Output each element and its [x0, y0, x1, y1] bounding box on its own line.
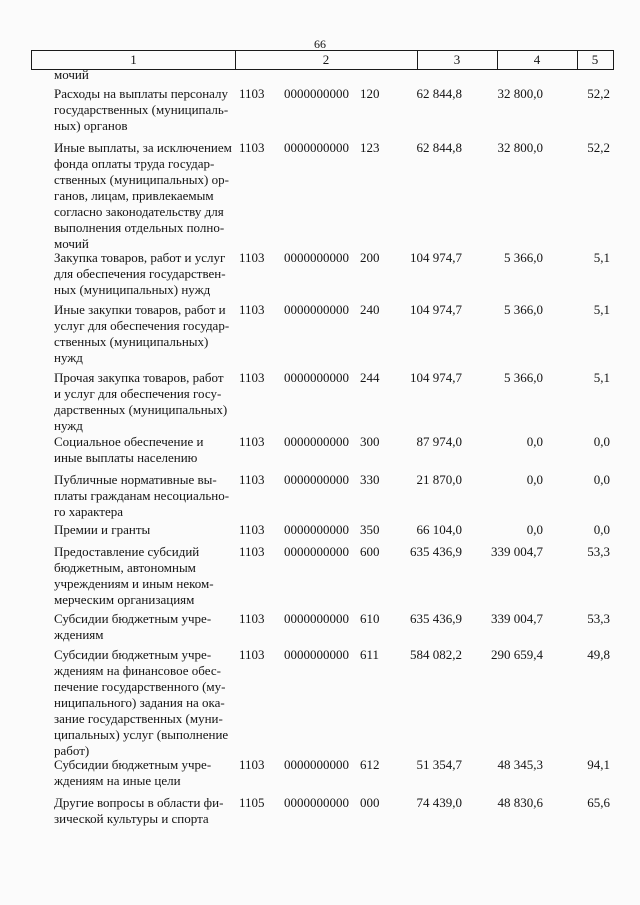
row-name	[54, 86, 234, 134]
value-col-4: 290 659,4	[491, 647, 543, 662]
row-name-line: дарственных (муниципальных)	[54, 402, 228, 417]
row-name-line: Субсидии бюджетным учре-	[54, 611, 212, 626]
section-code: 1103	[239, 757, 265, 772]
value-col-3: 104 974,7	[410, 250, 462, 265]
row-name	[54, 795, 234, 827]
value-col-3: 104 974,7	[410, 302, 462, 317]
target-article-code: 0000000000	[284, 302, 349, 317]
value-col-5: 52,2	[587, 86, 610, 101]
value-col-4: 32 800,0	[497, 140, 543, 155]
target-article-code: 0000000000	[284, 140, 349, 155]
value-col-5: 5,1	[593, 370, 610, 385]
value-col-4: 339 004,7	[491, 611, 543, 626]
row-name-line: зической культуры и спорта	[54, 811, 209, 826]
row-name-line: согласно законодательству для	[54, 204, 224, 219]
expense-type-code: 600	[360, 544, 380, 559]
value-col-3: 584 082,2	[410, 647, 462, 662]
row-name-line: государственных (муниципаль-	[54, 102, 229, 117]
value-col-4: 0,0	[526, 434, 543, 449]
row-name-line: ниципального) задания на ока-	[54, 695, 225, 710]
page-number: 66	[314, 37, 326, 51]
row-name-line: печение государственного (му-	[54, 679, 226, 694]
section-code: 1103	[239, 86, 265, 101]
section-code: 1103	[239, 544, 265, 559]
row-name-line: ных (муниципальных) нужд	[54, 282, 211, 297]
value-col-3: 635 436,9	[410, 611, 462, 626]
row-name-line: ждениям	[54, 627, 104, 642]
row-name-line: ждениям на иные цели	[54, 773, 181, 788]
target-article-code: 0000000000	[284, 370, 349, 385]
row-name-line: Премии и гранты	[54, 522, 151, 537]
target-article-code: 0000000000	[284, 611, 349, 626]
row-name	[54, 370, 234, 434]
row-name-line: ждениям на финансовое обес-	[54, 663, 221, 678]
table-header	[31, 50, 614, 70]
value-col-4: 48 345,3	[497, 757, 543, 772]
row-name	[54, 757, 234, 789]
value-col-5: 0,0	[593, 472, 610, 487]
value-col-3: 62 844,8	[416, 86, 462, 101]
expense-type-code: 200	[360, 250, 380, 265]
row-name-line: го характера	[54, 504, 123, 519]
value-col-5: 53,3	[587, 544, 610, 559]
row-name-line: Социальное обеспечение и	[54, 434, 204, 449]
row-name-line: Иные выплаты, за исключением	[54, 140, 232, 155]
row-name-line: Другие вопросы в области фи-	[54, 795, 224, 810]
value-col-5: 94,1	[587, 757, 610, 772]
value-col-5: 52,2	[587, 140, 610, 155]
target-article-code: 0000000000	[284, 434, 349, 449]
row-name-line: Расходы на выплаты персоналу	[54, 86, 229, 101]
section-code: 1103	[239, 611, 265, 626]
expense-type-code: 300	[360, 434, 380, 449]
row-name-line: Иные закупки товаров, работ и	[54, 302, 226, 317]
value-col-4: 5 366,0	[504, 370, 543, 385]
row-name-line: Субсидии бюджетным учре-	[54, 757, 212, 772]
row-name-line: учреждениям и иным неком-	[54, 576, 214, 591]
value-col-4: 0,0	[526, 522, 543, 537]
value-col-5: 53,3	[587, 611, 610, 626]
row-name-line: ципальных) услуг (выполнение	[54, 727, 229, 742]
value-col-3: 635 436,9	[410, 544, 462, 559]
row-name-line: ственных (муниципальных)	[54, 334, 209, 349]
header-col-3: 3	[453, 52, 461, 67]
value-col-5: 65,6	[587, 795, 610, 810]
row-name-line: Закупка товаров, работ и услуг	[54, 250, 226, 265]
row-name	[54, 434, 234, 466]
row-name-line: ных) органов	[54, 118, 128, 133]
section-code: 1103	[239, 434, 265, 449]
value-col-5: 5,1	[593, 302, 610, 317]
expense-type-code: 000	[360, 795, 380, 810]
expense-type-code: 350	[360, 522, 380, 537]
section-code: 1103	[239, 472, 265, 487]
target-article-code: 0000000000	[284, 544, 349, 559]
row-name-line: нужд	[54, 350, 83, 365]
value-col-3: 66 104,0	[416, 522, 462, 537]
row-name-line: ганов, лицам, привлекаемым	[54, 188, 214, 203]
row-name	[54, 472, 234, 520]
row-name	[54, 250, 234, 298]
target-article-code: 0000000000	[284, 250, 349, 265]
section-code: 1103	[239, 370, 265, 385]
value-col-4: 32 800,0	[497, 86, 543, 101]
continuation-text: мочий	[54, 67, 89, 82]
section-code: 1103	[239, 140, 265, 155]
row-name-line: для обеспечения государствен-	[54, 266, 226, 281]
expense-type-code: 330	[360, 472, 380, 487]
row-name	[54, 611, 234, 643]
target-article-code: 0000000000	[284, 86, 349, 101]
row-name-line: иные выплаты населению	[54, 450, 198, 465]
value-col-5: 0,0	[593, 522, 610, 537]
target-article-code: 0000000000	[284, 647, 349, 662]
value-col-4: 0,0	[526, 472, 543, 487]
target-article-code: 0000000000	[284, 472, 349, 487]
row-name-line: зание государственных (муни-	[54, 711, 223, 726]
section-code: 1105	[239, 795, 265, 810]
expense-type-code: 244	[360, 370, 380, 385]
target-article-code: 0000000000	[284, 757, 349, 772]
row-name-line: выполнения отдельных полно-	[54, 220, 225, 235]
row-name	[54, 647, 234, 759]
row-name	[54, 522, 234, 538]
expense-type-code: 120	[360, 86, 380, 101]
header-col-5: 5	[591, 52, 599, 67]
section-code: 1103	[239, 522, 265, 537]
value-col-4: 5 366,0	[504, 250, 543, 265]
value-col-3: 51 354,7	[416, 757, 462, 772]
row-name-line: мочий	[54, 236, 89, 251]
row-name-line: Предоставление субсидий	[54, 544, 200, 559]
row-name-line: услуг для обеспечения государ-	[54, 318, 230, 333]
value-col-5: 0,0	[593, 434, 610, 449]
value-col-4: 5 366,0	[504, 302, 543, 317]
target-article-code: 0000000000	[284, 795, 349, 810]
row-name-line: Публичные нормативные вы-	[54, 472, 217, 487]
row-name-line: Субсидии бюджетным учре-	[54, 647, 212, 662]
expense-type-code: 240	[360, 302, 380, 317]
value-col-4: 48 830,6	[497, 795, 543, 810]
target-article-code: 0000000000	[284, 522, 349, 537]
section-code: 1103	[239, 302, 265, 317]
expense-type-code: 612	[360, 757, 380, 772]
value-col-4: 339 004,7	[491, 544, 543, 559]
row-name	[54, 302, 234, 366]
value-col-3: 104 974,7	[410, 370, 462, 385]
header-col-2: 2	[322, 52, 330, 67]
row-name-line: платы гражданам несоциально-	[54, 488, 230, 503]
row-name-line: мерческим организациям	[54, 592, 195, 607]
row-name-line: фонда оплаты труда государ-	[54, 156, 215, 171]
row-name	[54, 140, 234, 252]
section-code: 1103	[239, 647, 265, 662]
value-col-3: 21 870,0	[416, 472, 462, 487]
expense-type-code: 611	[360, 647, 380, 662]
value-col-3: 87 974,0	[416, 434, 462, 449]
header-col-4: 4	[533, 52, 541, 67]
row-name-line: Прочая закупка товаров, работ	[54, 370, 224, 385]
value-col-3: 62 844,8	[416, 140, 462, 155]
expense-type-code: 610	[360, 611, 380, 626]
section-code: 1103	[239, 250, 265, 265]
row-name	[54, 544, 234, 608]
value-col-5: 5,1	[593, 250, 610, 265]
row-name-line: нужд	[54, 418, 83, 433]
row-name-line: бюджетным, автономным	[54, 560, 196, 575]
expense-type-code: 123	[360, 140, 380, 155]
row-name-line: работ)	[54, 743, 90, 758]
header-col-1: 1	[130, 52, 137, 67]
row-name-line: и услуг для обеспечения госу-	[54, 386, 222, 401]
row-name-line: ственных (муниципальных) ор-	[54, 172, 229, 187]
value-col-5: 49,8	[587, 647, 610, 662]
value-col-3: 74 439,0	[416, 795, 462, 810]
